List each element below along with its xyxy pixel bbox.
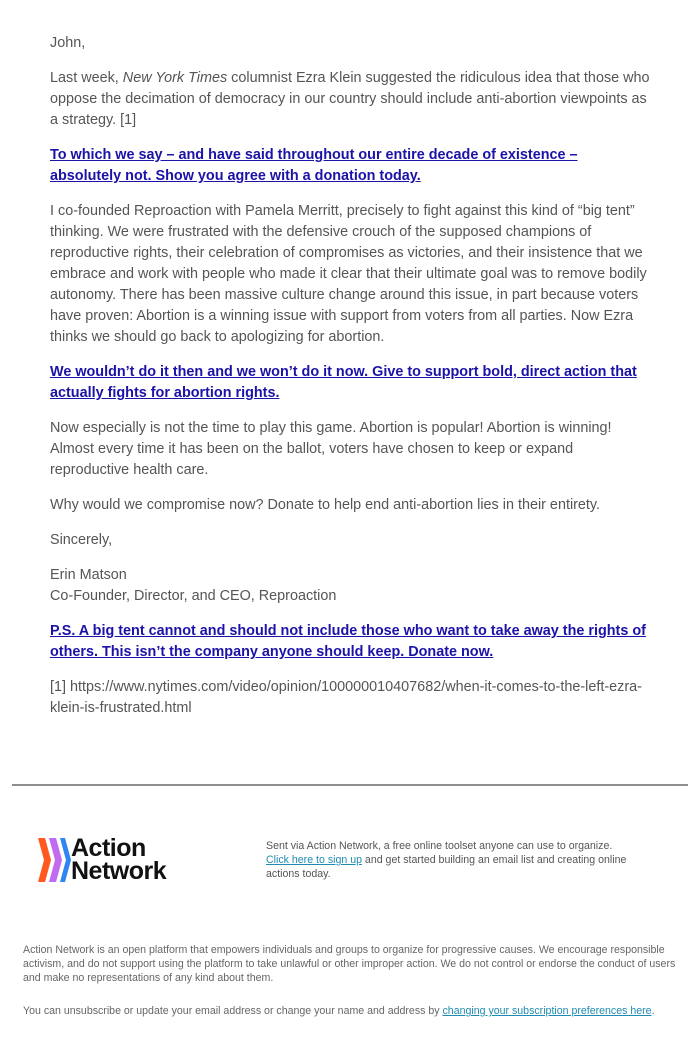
unsubscribe-text: You can unsubscribe or update your email address or change your name and address by: [23, 1005, 443, 1017]
legal-footer: [23, 943, 683, 1037]
footer-divider: [12, 784, 688, 786]
signup-after-text: and get started building an email list and creating online actions today.: [266, 854, 627, 880]
publication-name: New York Times: [122, 70, 228, 86]
unsubscribe-notice: [23, 1004, 683, 1018]
signup-link[interactable]: Click here to sign up: [266, 854, 362, 866]
paragraph-intro: [50, 68, 650, 131]
footnote: [1] https://www.nytimes.com/video/opinion/100000010407682/when-it-comes-to-the-left-ezra-klein-is-frustrated.html: [50, 679, 642, 716]
signer-name: Erin Matson: [50, 567, 127, 583]
sent-via-notice: [266, 839, 646, 881]
logo-wordmark: [71, 834, 167, 885]
greeting: John,: [50, 35, 86, 51]
signoff: Sincerely,: [50, 532, 113, 548]
chevron-orange: [38, 838, 51, 882]
intro-text-start: Last week,: [50, 70, 123, 86]
cta-paragraph-2: [50, 362, 650, 404]
disclaimer: Action Network is an open platform that empowers individuals and groups to organize for progressive causes. We encourage responsible activism, and do not support using the platform to take unlawful or other improper action. We do not control or endorse the conduct of users and make no representations of any kind about them.: [23, 944, 676, 984]
action-network-logo[interactable]: [38, 836, 166, 884]
paragraph-now: Now especially is not the time to play this game. Abortion is popular! Abortion is winning! Almost every time it has been on the ballot, voters have chosen to keep or expand reproductive health care.: [50, 420, 612, 478]
paragraph-why: Why would we compromise now? Donate to help end anti-abortion lies in their entirety.: [50, 497, 601, 513]
unsubscribe-period: .: [651, 1005, 655, 1017]
signer-title: Co-Founder, Director, and CEO, Reproaction: [50, 588, 337, 604]
logo-line-2: Network: [71, 857, 167, 885]
chevrons-icon: [38, 836, 72, 884]
donate-link-2[interactable]: We wouldn’t do it then and we won’t do it now. Give to support bold, direct action that actually fights for abortion rights.: [50, 364, 637, 401]
logo-line-1: Action: [71, 834, 146, 862]
intro-text-end: columnist Ezra Klein suggested the ridiculous idea that those who oppose the decimation of democracy in our country should include anti-abortion viewpoints as a strategy. [1]: [50, 70, 650, 128]
subscription-preferences-link[interactable]: changing your subscription preferences here: [442, 1005, 652, 1017]
sent-via-text: Sent via Action Network, a free online toolset anyone can use to organize.: [266, 840, 613, 852]
email-body: [50, 33, 650, 733]
donate-link-ps[interactable]: P.S. A big tent cannot and should not include those who want to take away the rights of others. This isn’t the company anyone should keep. Donate now.: [50, 623, 646, 660]
donate-link-1[interactable]: To which we say – and have said throughout our entire decade of existence – absolutely not. Show you agree with a donation today.: [50, 147, 578, 184]
ps-paragraph: [50, 621, 650, 663]
paragraph-cofounded: I co-founded Reproaction with Pamela Merritt, precisely to fight against this kind of “big tent” thinking. We were frustrated with the defensive crouch of the supposed champions of reproductive rights, their celebration of compromises as victories, and their insistence that we embrace and work with people who made it clear that their ultimate goal was to remove bodily autonomy. There has been massive culture change around this issue, in part because voters have proven: Abortion is a winning issue with support from voters from all parties. Now Ezra thinks we should go back to apologizing for abortion.: [50, 203, 647, 345]
cta-paragraph-1: [50, 145, 650, 187]
